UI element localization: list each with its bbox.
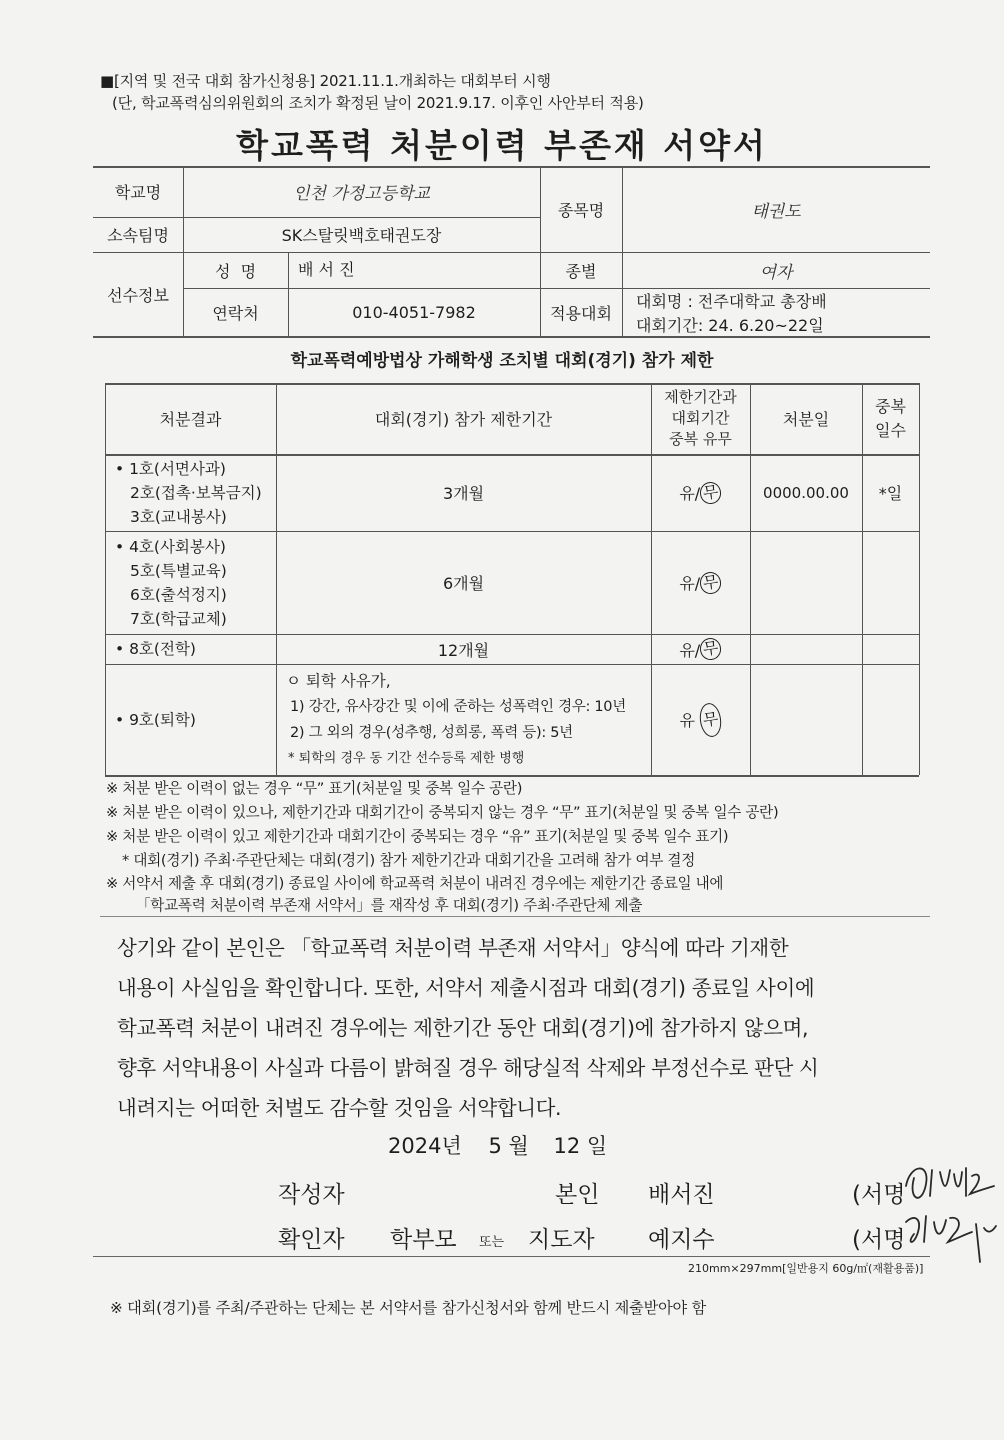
overlap-yes: 유/	[679, 574, 701, 593]
confirm-sign-label: (서명	[852, 1227, 906, 1253]
signature-divider	[93, 1256, 930, 1257]
th-period: 대회(경기) 참가 제한기간	[374, 410, 553, 429]
date-year: 2024	[388, 1134, 442, 1158]
expulsion-reason-1: 1) 강간, 유사강간 및 이에 준하는 성폭력인 경우: 10년	[290, 698, 626, 715]
confirm-role-coach: 지도자	[528, 1227, 595, 1253]
sport-label: 종목명	[557, 200, 605, 220]
header-notice: ■[지역 및 전국 대회 참가신청용] 2021.11.1.개최하는 대회부터 시행	[100, 72, 551, 90]
table-row-3-result	[115, 634, 196, 664]
table-row-3-period: 12개월	[437, 640, 490, 660]
th-days-line2: 일수	[875, 420, 906, 440]
date-month: 5	[488, 1134, 502, 1158]
th-overlap	[651, 383, 750, 454]
writer-label: 작성자	[278, 1182, 345, 1208]
contact-value: 010-4051-7982	[352, 302, 476, 322]
gender-value: 여자	[759, 262, 793, 283]
name-label: 성 명	[214, 261, 257, 281]
table-row-3-overlap	[651, 634, 750, 664]
table-row-1-date: 0000.00.00	[763, 483, 849, 502]
footer-note: ※ 대회(경기)를 주최/주관하는 단체는 본 서약서를 참가신청서와 함께 반드시 제출받아야 함	[110, 1299, 707, 1317]
table-row-2-period: 6개월	[442, 574, 485, 593]
measure-item: 2호(접촉·보복금지)	[130, 483, 262, 502]
overlap-no-circled: 무	[699, 637, 723, 662]
or-text: 또는	[479, 1235, 505, 1250]
overlap-yes: 유/	[679, 484, 701, 503]
table-row-1-overlap	[651, 454, 750, 531]
header-subnotice: (단, 학교폭력심의위원회의 조치가 확정된 날이 2021.9.17. 이후인 사안부터 적용)	[112, 94, 644, 112]
th-result: 처분결과	[159, 410, 222, 429]
pledge-line-3: 학교폭력 처분이 내려진 경우에는 제한기간 동안 대회(경기)에 참가하지 않으며,	[117, 1016, 809, 1040]
note-5: ※ 서약서 제출 후 대회(경기) 종료일 사이에 학교폭력 처분이 내려진 경우에는 제한기간 종료일 내에	[106, 875, 724, 892]
table-row-4-result	[115, 664, 196, 775]
overlap-no-circled: 무	[699, 570, 723, 595]
table-row-1-period: 3개월	[442, 484, 485, 503]
page-title: 학교폭력 처분이력 부존재 서약서	[236, 126, 768, 165]
section-title: 학교폭력예방법상 가해학생 조치별 대회(경기) 참가 제한	[290, 351, 714, 371]
measure-item: • 9호(퇴학)	[115, 710, 196, 729]
note-2: ※ 처분 받은 이력이 있으나, 제한기간과 대회기간이 중복되지 않는 경우 “무” 표기(처분일 및 중복 일수 공란)	[106, 804, 779, 821]
pledge-date	[388, 1130, 607, 1160]
date-year-unit: 년	[441, 1134, 462, 1158]
table-row-2-result	[115, 531, 227, 634]
measure-item: 5호(특별교육)	[130, 561, 227, 580]
date-day: 12	[553, 1134, 581, 1158]
measure-item: 3호(교내봉사)	[130, 507, 227, 526]
paper-spec: 210mm×297mm[일반용지 60g/㎡(재활용품)]	[688, 1262, 924, 1275]
date-month-unit: 월	[508, 1134, 529, 1158]
writer-sign-label: (서명	[852, 1182, 906, 1208]
writer-signature	[900, 1156, 1000, 1206]
school-label: 학교명	[114, 183, 162, 202]
event-period: 대회기간: 24. 6.20~22일	[636, 316, 824, 335]
measure-item: 7호(학급교체)	[130, 609, 227, 628]
contact-label: 연락처	[212, 303, 259, 323]
overlap-yes: 유	[679, 711, 695, 730]
measure-item: • 1호(서면사과)	[115, 459, 226, 478]
table-row-4-period	[286, 664, 626, 775]
writer-name: 배서진	[648, 1182, 715, 1208]
table-row-2-overlap	[651, 531, 750, 634]
th-days	[862, 383, 919, 454]
table-row-1-result	[115, 454, 262, 531]
th-overlap-line1: 제한기간과	[664, 388, 737, 406]
team-label: 소속팀명	[107, 226, 169, 245]
expulsion-note: * 퇴학의 경우 동 기간 선수등록 제한 병행	[288, 750, 525, 766]
confirm-name: 예지수	[648, 1227, 715, 1253]
event-label: 적용대회	[550, 303, 612, 323]
measure-item: 6호(출석정지)	[130, 585, 227, 604]
overlap-no-circled: 무	[699, 480, 723, 505]
note-1: ※ 처분 받은 이력이 없는 경우 “무” 표기(처분일 및 중복 일수 공란)	[106, 780, 523, 797]
notes-divider	[100, 916, 930, 917]
name-value: 배 서 진	[298, 260, 355, 279]
team-value: SK스탈릿백호태권도장	[281, 226, 442, 245]
pledge-line-2: 내용이 사실임을 확인합니다. 또한, 서약서 제출시점과 대회(경기) 종료일 사이에	[117, 976, 815, 1000]
player-info-label: 선수정보	[107, 285, 169, 305]
event-name: 대회명 : 전주대학교 총장배	[636, 292, 827, 311]
table-row-1-days: *일	[878, 484, 903, 503]
th-date: 처분일	[782, 410, 830, 429]
confirm-signature	[900, 1204, 1000, 1268]
note-6: 「학교폭력 처분이력 부존재 서약서」를 재작성 후 대회(경기) 주최·주관단체 제출	[136, 897, 643, 914]
sport-value: 태권도	[751, 201, 801, 222]
confirm-label: 확인자	[278, 1227, 345, 1253]
note-3: ※ 처분 받은 이력이 있고 제한기간과 대회기간이 중복되는 경우 “유” 표기(처분일 및 중복 일수 표기)	[106, 828, 729, 845]
note-4: * 대회(경기) 주최·주관단체는 대회(경기) 참가 제한기간과 대회기간을 고려해 참가 여부 결정	[122, 852, 696, 869]
measure-item: • 4호(사회봉사)	[115, 537, 226, 556]
school-value: 인천 가정고등학교	[293, 184, 430, 204]
measure-item: • 8호(전학)	[115, 640, 196, 658]
overlap-no-circled: 무	[698, 701, 724, 738]
expulsion-reason-2: 2) 그 외의 경우(성추행, 성희롱, 폭력 등): 5년	[290, 724, 573, 741]
th-overlap-line2: 대회기간	[671, 409, 730, 427]
overlap-yes: 유/	[679, 640, 701, 660]
gender-label: 종별	[565, 261, 597, 281]
pledge-line-5: 내려지는 어떠한 처벌도 감수할 것임을 서약합니다.	[117, 1096, 562, 1120]
pledge-line-1: 상기와 같이 본인은 「학교폭력 처분이력 부존재 서약서」양식에 따라 기재한	[117, 936, 789, 960]
date-day-unit: 일	[586, 1134, 608, 1158]
table-row-4-overlap	[651, 664, 750, 775]
th-overlap-line3: 중복 유무	[669, 430, 732, 448]
expulsion-reason-head: ㅇ 퇴학 사유가,	[286, 671, 391, 690]
pledge-line-4: 향후 서약내용이 사실과 다름이 밝혀질 경우 해당실적 삭제와 부정선수로 판단 시	[117, 1056, 819, 1080]
confirm-role-parent: 학부모	[390, 1227, 457, 1253]
writer-role: 본인	[555, 1182, 600, 1208]
th-days-line1: 중복	[875, 396, 906, 416]
